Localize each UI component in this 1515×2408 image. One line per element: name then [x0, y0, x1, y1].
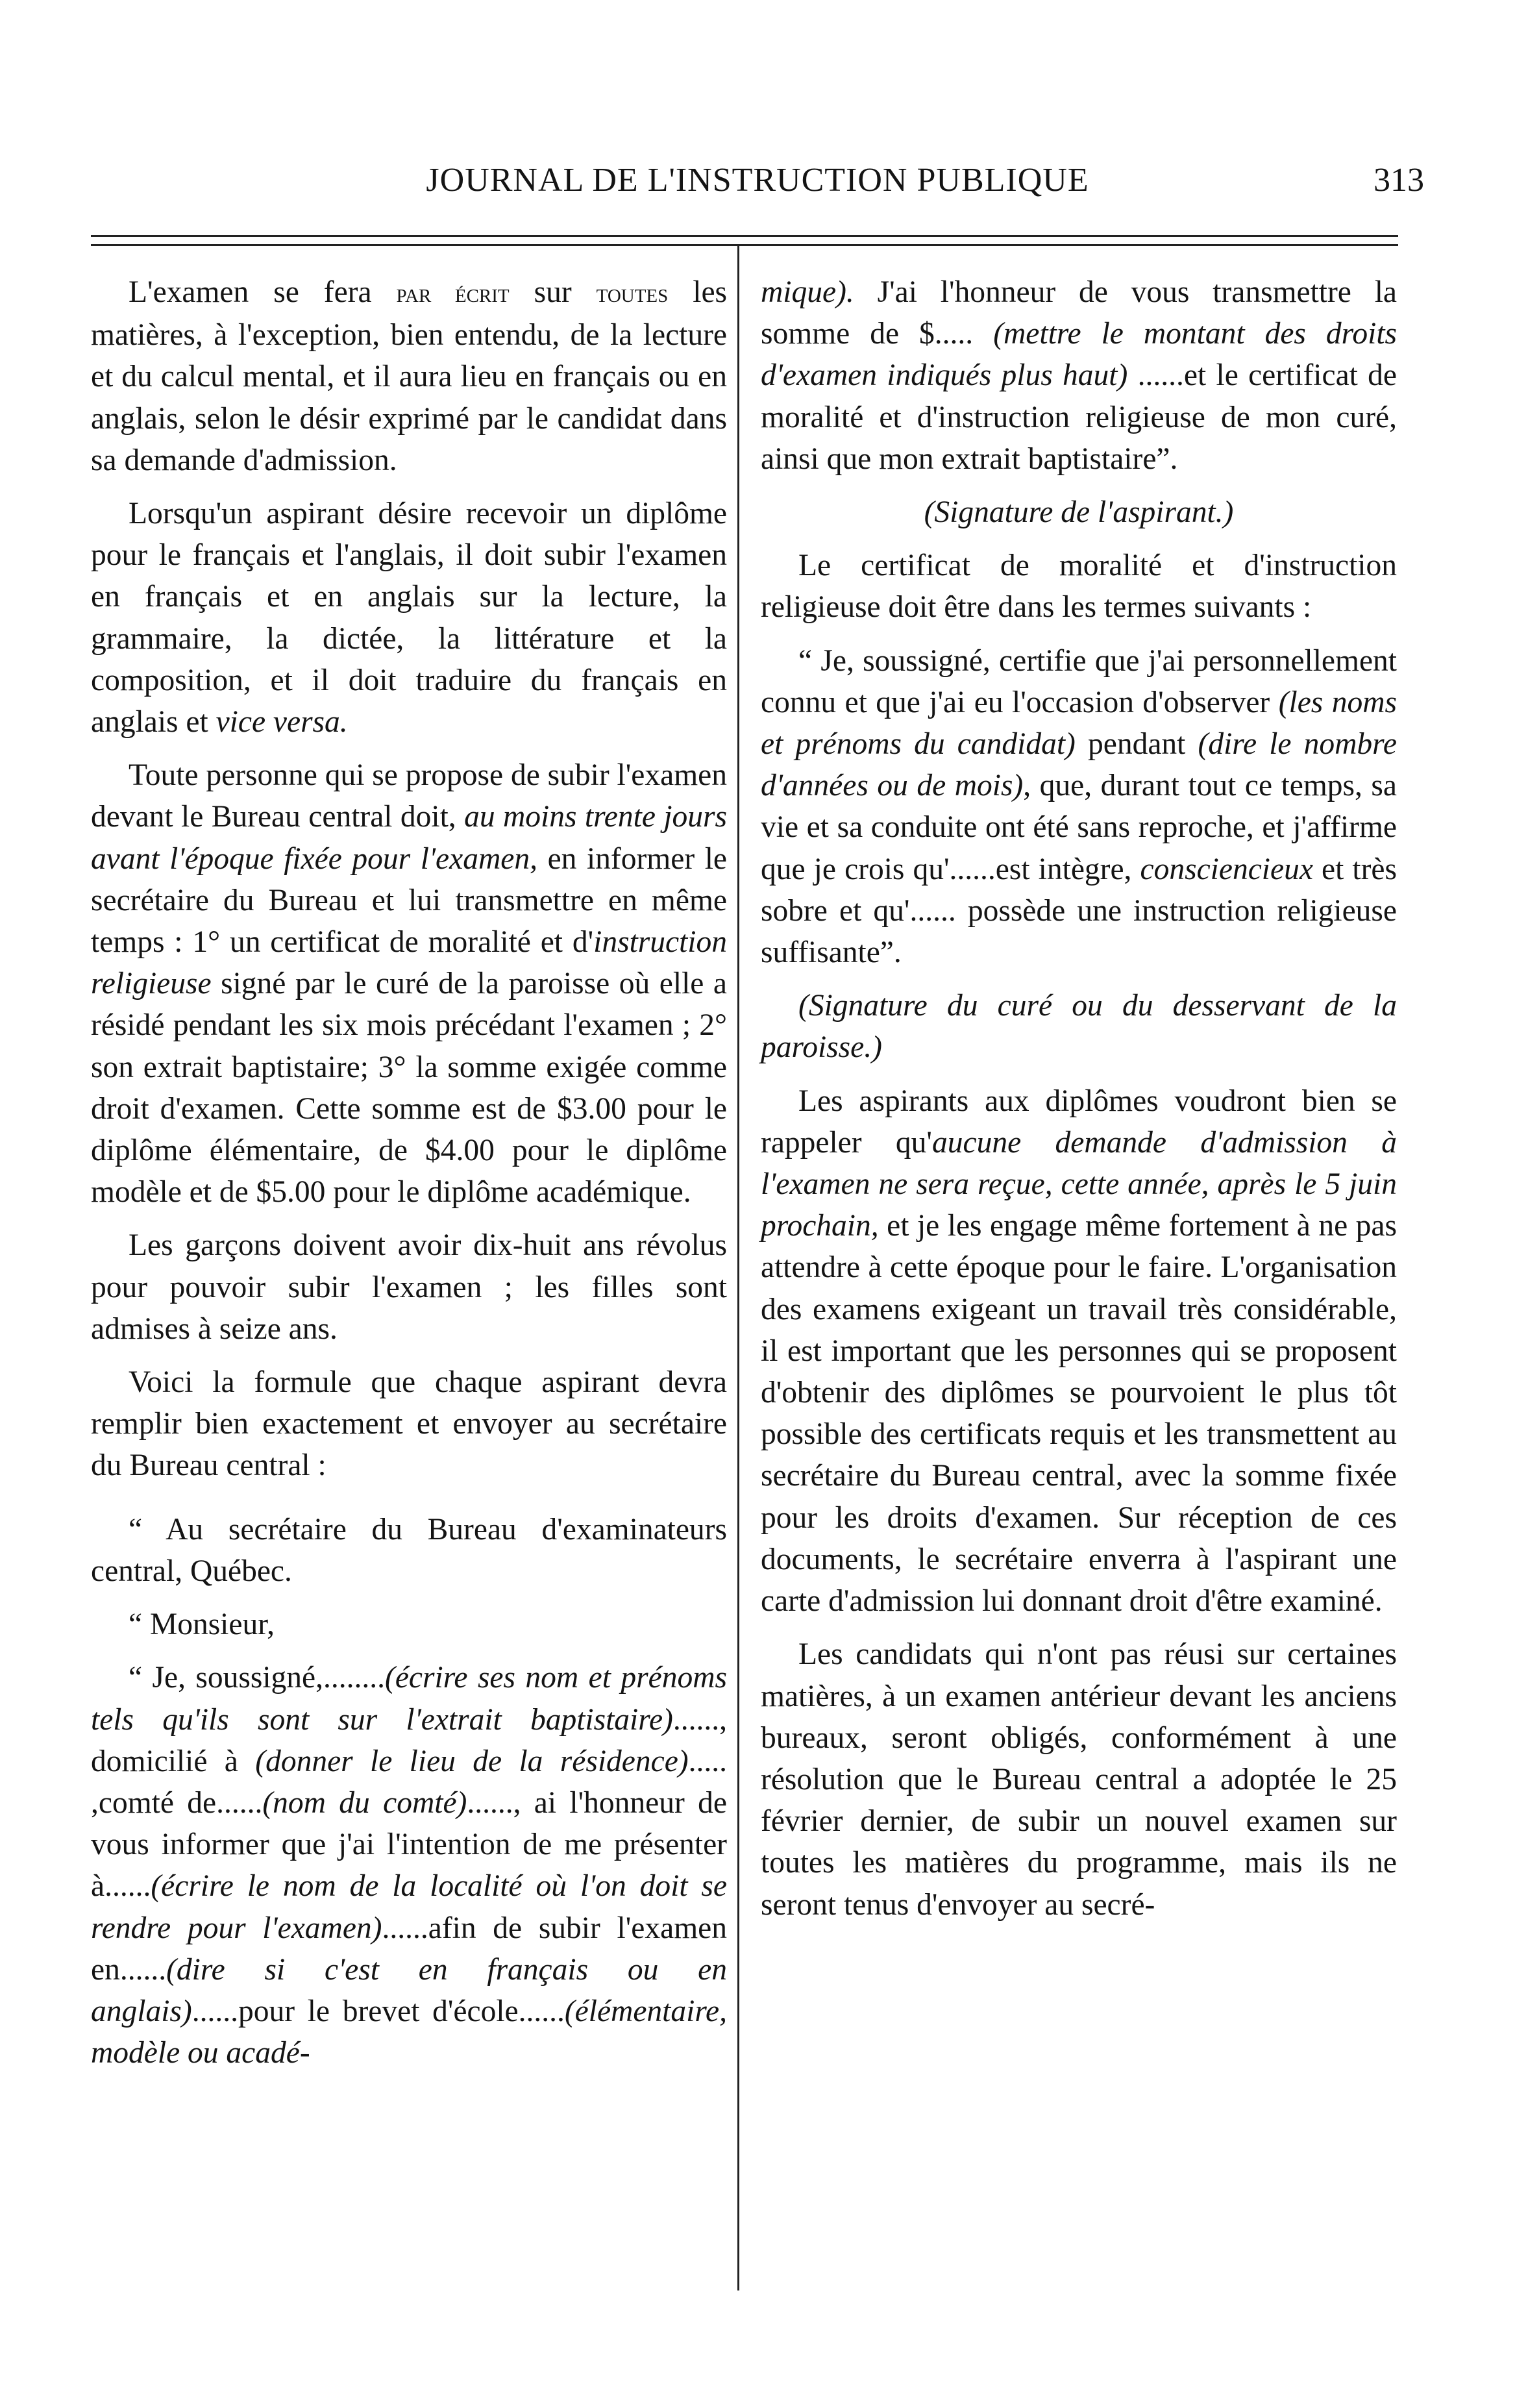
paragraph-previous-candidates: Les candidats qui n'ont pas réusi sur certaines matières, à un examen antérieur devant les anciens bureaux, seront obligés, conformément à une résolution que le Bureau central a adoptée le 25 février dernier, de subir un nouvel examen sur toutes les matières du programme, mais ils ne seront tenus d'envoyer au secré- — [761, 1637, 1397, 1922]
column-divider — [737, 245, 739, 2290]
header-rule-top — [91, 235, 1398, 237]
form-body-continued: mique). J'ai l'honneur de vous transmettre la somme de $..... (mettre le montant des droits d'examen indiqués plus haut) ......et le certificat de moralité et d'instruction religieuse de mon curé, ainsi que mon extrait baptistaire”. — [761, 275, 1397, 476]
paragraph-bilingual-diploma: Lorsqu'un aspirant désire recevoir un diplôme pour le français et l'anglais, il doit subir l'examen en français et en anglais sur la lecture, la grammaire, la dictée, la littérature et la composition, et il doit traduire du français en anglais et vice versa. — [91, 497, 727, 739]
paragraph-certificate-terms: Le certificat de moralité et d'instruction religieuse doit être dans les termes suivants : — [761, 549, 1397, 625]
page-number: 313 — [1373, 162, 1424, 199]
paragraph-exam-written: L'examen se fera par écrit sur toutes les matières, à l'exception, bien entendu, de la lecture et du calcul mental, et il aura lieu en français ou en anglais, selon le désir exprimé par le candidat dans sa demande d'admission. — [91, 275, 728, 477]
paragraph-deadline: Les aspirants aux diplômes voudront bien se rappeler qu'aucune demande d'admission à l'examen ne sera reçue, cette année, après le 5 juin prochain, et je les engage même fortement à ne pas attendre à cette époque pour le faire. L'organisation des examens exigeant un travail très considérable, il est important que les personnes qui se proposent d'obtenir des diplômes se pourvoient le plus tôt possible des certificats requis et les transmettent au secrétaire du Bureau central, avec la somme fixée pour les droits d'examen. Sur réception de ces documents, le secrétaire enverra à l'aspirant une carte d'admission lui donnant droit d'être examiné. — [761, 1084, 1398, 1619]
form-body: “ Je, soussigné,........(écrire ses nom et prénoms tels qu'ils sont sur l'extrait baptistaire)......, domicilié à (donner le lieu de la résidence)..... ,comté de......(nom du comté)......, ai l'honneur de vous informer que j'ai l'intention de me présenter à......(écrire le nom de la localité où l'on doit se rendre pour l'examen)......afin de subir l'examen en......(dire si c'est en français ou en anglais)......pour le brevet d'école......(élémentaire, modèle ou acadé- — [91, 1661, 728, 2070]
running-title: JOURNAL DE L'INSTRUCTION PUBLIQUE — [426, 162, 1089, 199]
paragraph-form-intro: Voici la formule que chaque aspirant devra remplir bien exactement et envoyer au secrétaire du Bureau central : — [91, 1365, 727, 1483]
header-rule-bottom — [91, 244, 1398, 246]
certificate-text: “ Je, soussigné, certifie que j'ai personnellement connu et que j'ai eu l'occasion d'observer (les noms et prénoms du candidat) pendant (dire le nombre d'années ou de mois), que, durant tout ce temps, sa vie et sa conduite ont été sans reproche, et j'affirme que je crois qu'......est intègre, consciencieux et très sobre et qu'...... possède une instruction religieuse suffisante”. — [761, 643, 1397, 970]
page-header — [91, 161, 1424, 213]
left-column — [91, 271, 727, 2074]
form-salutation: “ Monsieur, — [129, 1607, 275, 1642]
right-column — [761, 271, 1397, 1926]
aspirant-signature-line: (Signature de l'aspirant.) — [924, 495, 1234, 530]
paragraph-registration: Toute personne qui se propose de subir l'examen devant le Bureau central doit, au moins trente jours avant l'époque fixée pour l'examen, en informer le secrétaire du Bureau et lui transmettre en même temps : 1° un certificat de moralité et d'instruction religieuse signé par le curé de la paroisse où elle a résidé pendant les six mois précédant l'examen ; 2° son extrait baptistaire; 3° la somme exigée comme droit d'examen. Cette somme est de $3.00 pour le diplôme élémentaire, de $4.00 pour le diplôme modèle et de $5.00 pour le diplôme académique. — [91, 758, 728, 1210]
cure-signature-line: (Signature du curé ou du desservant de la paroisse.) — [761, 989, 1397, 1065]
paragraph-age-requirement: Les garçons doivent avoir dix-huit ans révolus pour pouvoir subir l'examen ; les filles sont admises à seize ans. — [91, 1228, 727, 1346]
form-addressee: “ Au secrétaire du Bureau d'examinateurs central, Québec. — [91, 1512, 727, 1588]
